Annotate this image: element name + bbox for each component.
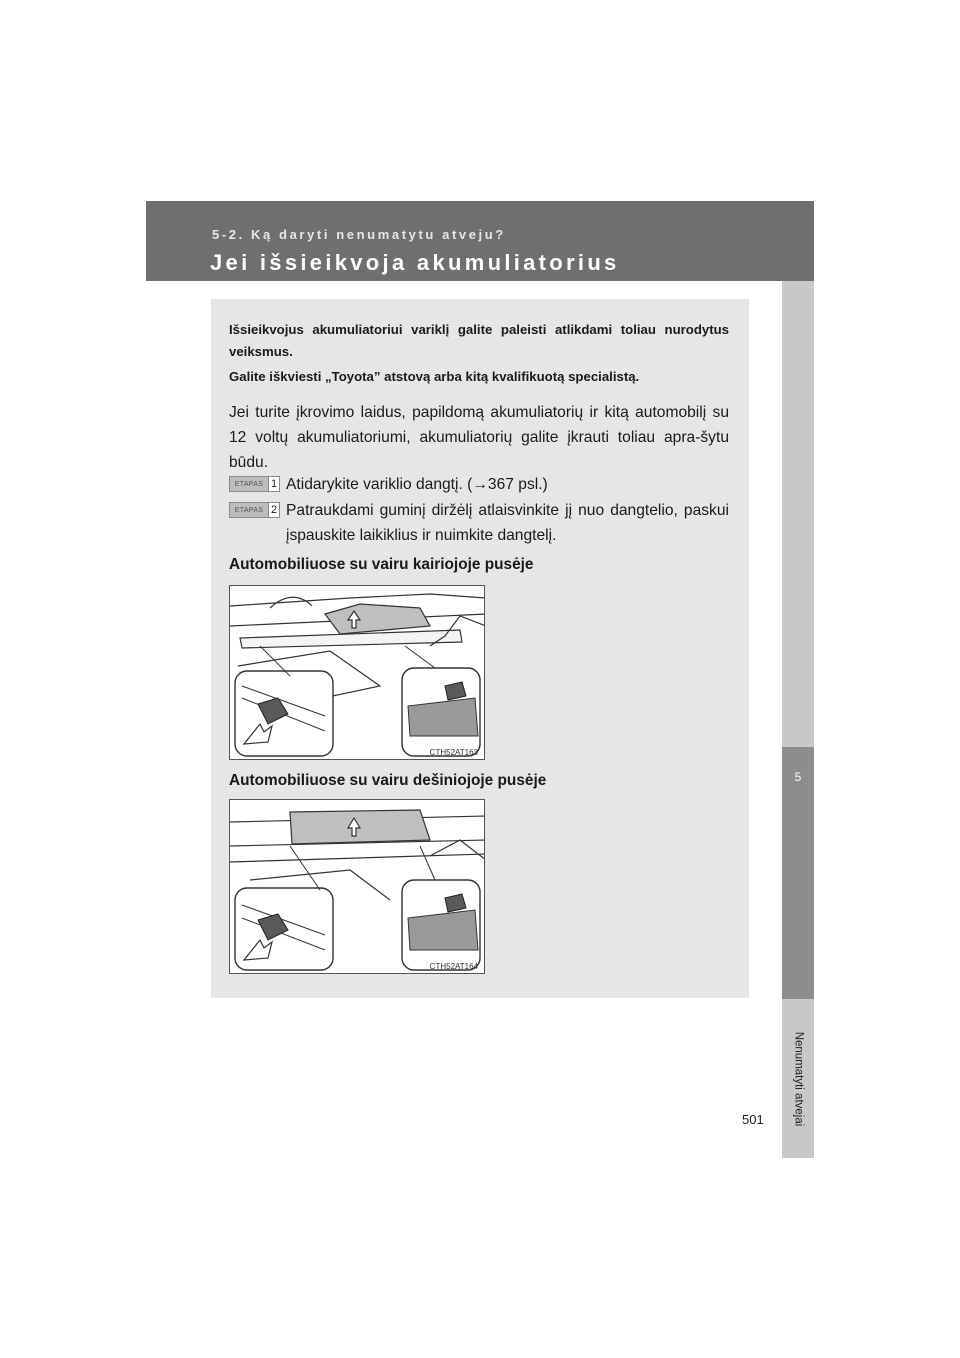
figure-heading-lhd: Automobiliuose su vairu kairiojoje pusėje <box>229 556 534 573</box>
step-badge-number: 2 <box>268 503 279 517</box>
page-number: 501 <box>742 1112 764 1127</box>
section-label: 5-2. Ką daryti nenumatytu atveju? <box>212 227 506 242</box>
step-text-2: Patraukdami guminį diržėlį atlaisvinkite jį nuo dangtelio, paskui įspauskite laikiklius ir nuimkite dangtelį. <box>286 502 729 544</box>
step-text-1: Atidarykite variklio dangtį. (→367 psl.) <box>286 476 548 493</box>
step-badge-2 <box>229 502 280 518</box>
illustration-lhd <box>229 585 485 760</box>
step-badge-1 <box>229 476 280 492</box>
chapter-title <box>782 999 814 1159</box>
page-title: Jei išsieikvoja akumuliatorius <box>210 250 620 275</box>
engine-cover-drawing-lhd <box>230 586 485 760</box>
illustration-rhd <box>229 799 485 974</box>
body-paragraph: Jei turite įkrovimo laidus, papildomą akumuliatorių ir kitą automobilį su 12 voltų akumuliatoriumi, akumuliatorių galite įkrauti toliau apra-šytu būdu. <box>229 404 729 471</box>
figure-code: CTH52AT164 <box>429 962 478 971</box>
chapter-tab[interactable] <box>782 747 814 999</box>
step-badge-label: ETAPAS <box>230 503 268 517</box>
chapter-title-text: Nenumatyti atvejai <box>792 1031 805 1127</box>
step-badge-label: ETAPAS <box>230 477 268 491</box>
intro-line-1: Išsieikvojus akumuliatoriui variklį galite paleisti atlikdami toliau nurodytus veiksmus. <box>229 322 729 359</box>
chapter-number: 5 <box>794 770 802 784</box>
intro-line-2: Galite iškviesti „Toyota” atstovą arba kitą kvalifikuotą specialistą. <box>229 369 640 384</box>
engine-cover-drawing-rhd <box>230 800 485 974</box>
figure-heading-rhd: Automobiliuose su vairu dešiniojoje pusėje <box>229 772 547 789</box>
step-badge-number: 1 <box>268 477 279 491</box>
figure-code: CTH52AT163 <box>429 748 478 757</box>
